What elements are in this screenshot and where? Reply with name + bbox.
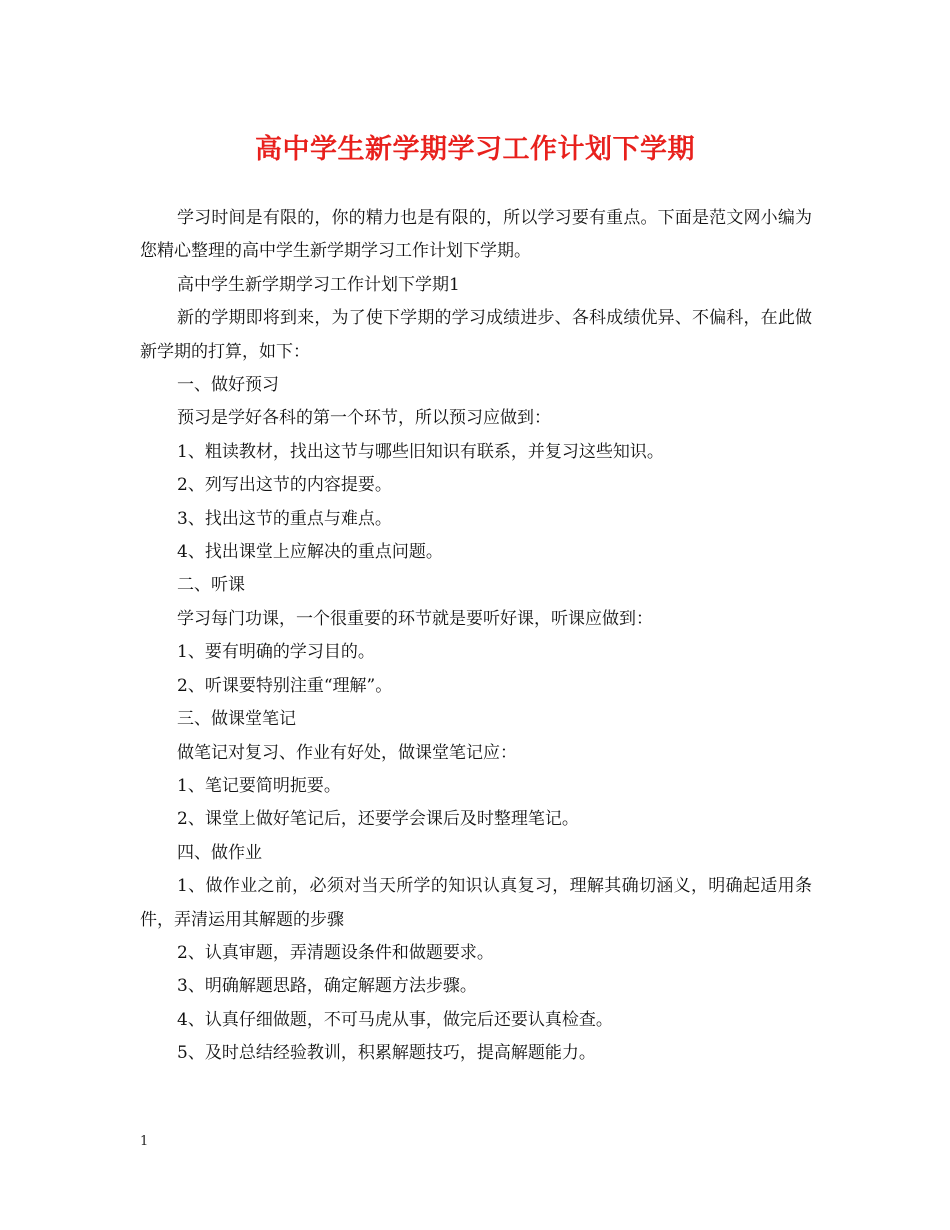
- list-item: 5、及时总结经验教训，积累解题技巧，提高解题能力。: [177, 1043, 596, 1064]
- paragraph: 学习每门功课，一个很重要的环节就是要听好课，听课应做到：: [177, 608, 653, 629]
- paragraph-intro: 学习时间是有限的，你的精力也是有限的，所以学习要有重点。下面是范文网小编为您精心整理的高中学生新学期学习工作计划下学期。: [140, 208, 812, 262]
- section-heading-preview: 一、做好预习: [177, 375, 279, 396]
- list-item: 1、要有明确的学习目的。: [177, 642, 375, 663]
- paragraph-plan-intro: 新的学期即将到来，为了使下学期的学习成绩进步、各科成绩优异、不偏科，在此做新学期的打算，如下：: [140, 308, 812, 362]
- list-item: 3、明确解题思路，确定解题方法步骤。: [177, 976, 477, 997]
- paragraph: 预习是学好各科的第一个环节，所以预习应做到：: [177, 408, 551, 429]
- list-item: 3、找出这节的重点与难点。: [177, 508, 392, 529]
- list-item: 4、找出课堂上应解决的重点问题。: [177, 542, 443, 563]
- paragraph: 做笔记对复习、作业有好处，做课堂笔记应：: [177, 742, 517, 763]
- document-title: 高中学生新学期学习工作计划下学期: [255, 134, 695, 165]
- section-heading-homework: 四、做作业: [177, 842, 262, 863]
- paragraph-plan-heading: 高中学生新学期学习工作计划下学期1: [177, 274, 460, 295]
- list-item: 4、认真仔细做题，不可马虎从事，做完后还要认真检查。: [177, 1009, 613, 1030]
- list-item: 1、笔记要简明扼要。: [177, 775, 341, 796]
- list-item: 1、做作业之前，必须对当天所学的知识认真复习，理解其确切涵义，明确起适用条件，弄清运用其解题的步骤: [140, 876, 812, 930]
- list-item: 2、认真审题，弄清题设条件和做题要求。: [177, 942, 494, 963]
- list-item: 2、课堂上做好笔记后，还要学会课后及时整理笔记。: [177, 809, 579, 830]
- document-body: [140, 202, 812, 1071]
- section-heading-listening: 二、听课: [177, 575, 245, 596]
- list-item: 2、列写出这节的内容提要。: [177, 475, 392, 496]
- list-item: 1、粗读教材，找出这节与哪些旧知识有联系，并复习这些知识。: [177, 441, 664, 462]
- page-number: 1: [140, 1134, 149, 1149]
- section-heading-notes: 三、做课堂笔记: [177, 709, 296, 730]
- list-item: 2、听课要特别注重“理解”。: [177, 675, 393, 696]
